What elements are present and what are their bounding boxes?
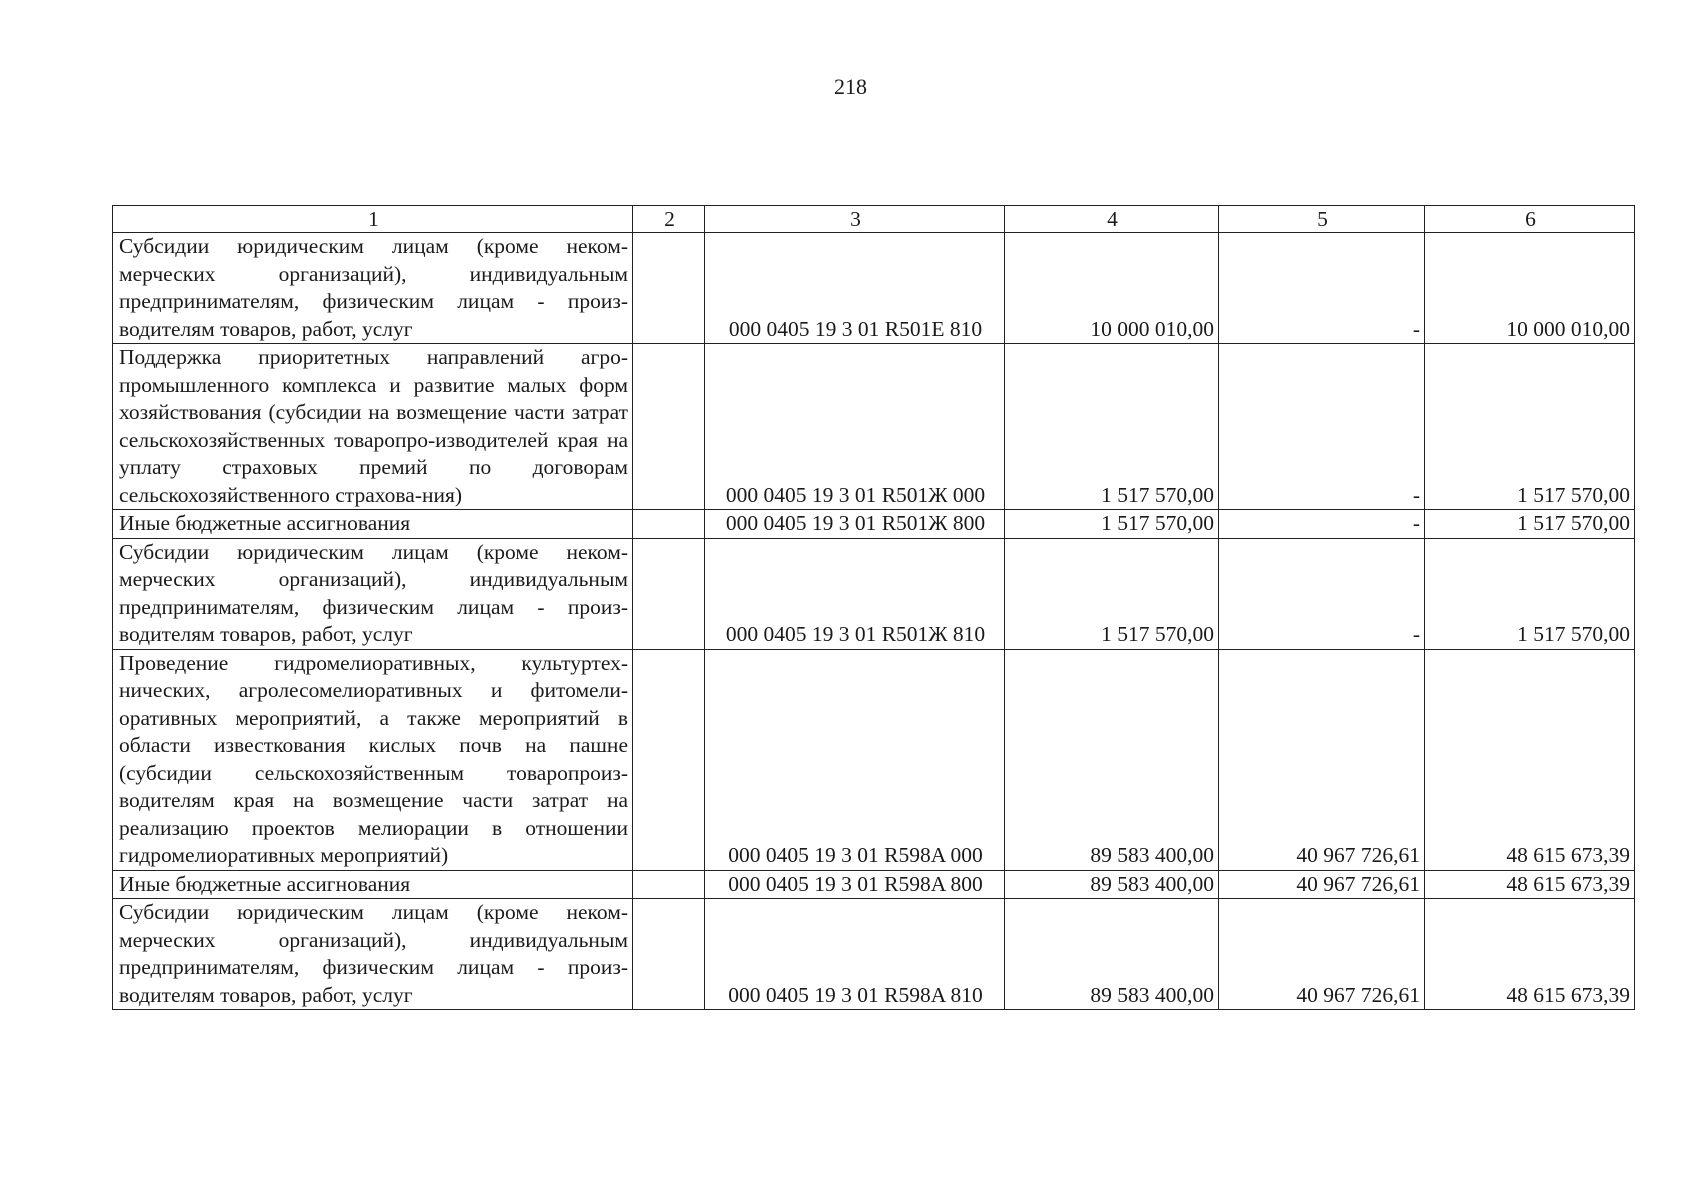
col-header-6: 6	[1425, 206, 1635, 233]
row-code: 000 0405 19 3 01 R501E 810	[705, 233, 1005, 344]
row-description: Иные бюджетные ассигнования	[113, 870, 633, 899]
row-col2	[633, 899, 705, 1010]
row-description: Иные бюджетные ассигнования	[113, 510, 633, 539]
row-col2	[633, 538, 705, 649]
row-col6: 48 615 673,39	[1425, 870, 1635, 899]
row-description: Поддержка приоритетных направлений агро-промышленного комплекса и развитие малых форм хозяйствования (субсидии на возмещение части затрат сельскохозяйственных товаропро-изводителей края на уплату страховых премий по договорам сельскохозяйственного страхова-ния)	[113, 344, 633, 510]
table-row	[113, 510, 1635, 539]
col-header-3: 3	[705, 206, 1005, 233]
col-header-1: 1	[113, 206, 633, 233]
row-code: 000 0405 19 3 01 R598A 810	[705, 899, 1005, 1010]
col-header-4: 4	[1005, 206, 1219, 233]
table-row	[113, 870, 1635, 899]
row-col2	[633, 233, 705, 344]
row-description: Субсидии юридическим лицам (кроме неком-мерческих организаций), индивидуальным предпринимателям, физическим лицам - произ-водителям товаров, работ, услуг	[113, 233, 633, 344]
col-header-5: 5	[1219, 206, 1425, 233]
row-col4: 1 517 570,00	[1005, 538, 1219, 649]
row-col6: 10 000 010,00	[1425, 233, 1635, 344]
row-col5: 40 967 726,61	[1219, 870, 1425, 899]
row-col5: -	[1219, 233, 1425, 344]
row-code: 000 0405 19 3 01 R598A 800	[705, 870, 1005, 899]
row-col6: 48 615 673,39	[1425, 899, 1635, 1010]
row-description: Субсидии юридическим лицам (кроме неком-мерческих организаций), индивидуальным предпринимателям, физическим лицам - произ-водителям товаров, работ, услуг	[113, 538, 633, 649]
row-col2	[633, 344, 705, 510]
row-code: 000 0405 19 3 01 R501Ж 810	[705, 538, 1005, 649]
row-description: Проведение гидромелиоративных, культуртех-нических, агролесомелиоративных и фитомели-оративных мероприятий, а также мероприятий в области известкования кислых почв на пашне (субсидии сельскохозяйственным товаропроиз-водителям края на возмещение части затрат на реализацию проектов мелиорации в отношении гидромелиоративных мероприятий)	[113, 649, 633, 870]
table-row	[113, 344, 1635, 510]
row-col4: 89 583 400,00	[1005, 899, 1219, 1010]
row-code: 000 0405 19 3 01 R501Ж 000	[705, 344, 1005, 510]
row-col2	[633, 870, 705, 899]
table-row	[113, 538, 1635, 649]
row-col4: 89 583 400,00	[1005, 870, 1219, 899]
row-col5: -	[1219, 538, 1425, 649]
row-col5: -	[1219, 510, 1425, 539]
table-row	[113, 899, 1635, 1010]
row-col4: 1 517 570,00	[1005, 510, 1219, 539]
row-col2	[633, 649, 705, 870]
row-col6: 1 517 570,00	[1425, 510, 1635, 539]
header-row	[113, 206, 1635, 233]
row-col5: 40 967 726,61	[1219, 649, 1425, 870]
row-col5: -	[1219, 344, 1425, 510]
row-code: 000 0405 19 3 01 R598A 000	[705, 649, 1005, 870]
row-col6: 1 517 570,00	[1425, 344, 1635, 510]
table-row	[113, 649, 1635, 870]
page-number: 218	[834, 74, 867, 99]
row-col2	[633, 510, 705, 539]
table-row	[113, 233, 1635, 344]
row-col5: 40 967 726,61	[1219, 899, 1425, 1010]
row-code: 000 0405 19 3 01 R501Ж 800	[705, 510, 1005, 539]
row-col4: 89 583 400,00	[1005, 649, 1219, 870]
row-description: Субсидии юридическим лицам (кроме неком-мерческих организаций), индивидуальным предпринимателям, физическим лицам - произ-водителям товаров, работ, услуг	[113, 899, 633, 1010]
col-header-2: 2	[633, 206, 705, 233]
row-col6: 1 517 570,00	[1425, 538, 1635, 649]
row-col6: 48 615 673,39	[1425, 649, 1635, 870]
row-col4: 1 517 570,00	[1005, 344, 1219, 510]
row-col4: 10 000 010,00	[1005, 233, 1219, 344]
budget-table	[112, 205, 1635, 1010]
